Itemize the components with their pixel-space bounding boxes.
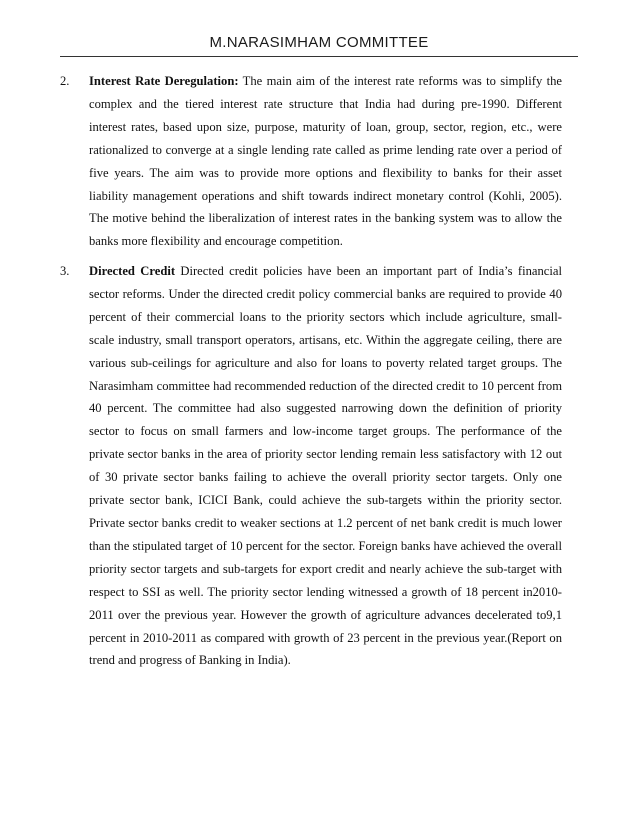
- section-paragraph: [89, 260, 562, 672]
- page-header-title: M.NARASIMHAM COMMITTEE: [209, 34, 429, 51]
- section-number: 2.: [60, 74, 70, 88]
- section-paragraph: [89, 70, 562, 253]
- header-divider: [60, 56, 578, 57]
- section-body-text: Directed credit policies have been an important part of India’s financial sector reforms. Under the directed credit policy commercial banks are required to provide 40 percent of their commercial loans to the priority sectors which include agriculture, small-scale industry, small transport operators, artisans, etc. Within the aggregate ceiling, there are various sub-ceilings for agriculture and also for loans to poverty related target groups. The Narasimham committee had recommended reduction of the directed credit to 10 percent from 40 percent. The committee had also suggested narrowing down the definition of priority sector to focus on small farmers and low-income target groups. The performance of the private sector banks in the area of priority sector lending remain less satisfactory with 12 out of 30 private sector banks failing to achieve the overall priority sector targets. Only one private sector bank, ICICI Bank, could achieve the sub-targets within the priority sector. Private sector banks credit to weaker sections at 1.2 percent of net bank credit is much lower than the stipulated target of 10 percent for the sector. Foreign banks have achieved the overall priority sector targets and sub-targets for export credit and nearly achieve the sub-target with respect to SSI as well. The priority sector lending witnessed a growth of 18 percent in2010-2011 over the previous year. However the growth of agriculture advances decelerated to9,1 percent in 2010-2011 as compared with growth of 23 percent in the previous year.(Report on trend and progress of Banking in India).: [89, 264, 562, 668]
- section-interest-rate-deregulation: [60, 70, 562, 253]
- section-heading: Directed Credit: [89, 264, 176, 278]
- section-number: 3.: [60, 264, 70, 278]
- section-body-text: The main aim of the interest rate reforms was to simplify the complex and the tiered interest rate structure that India had during pre-1990. Different interest rates, based upon size, purpose, maturity of loan, group, sector, region, etc., were rationalized to converge at a single lending rate called as prime lending rate over a period of five years. The aim was to provide more options and flexibility to banks for their asset liability management operations and shift towards indirect monetary control (Kohli, 2005). The motive behind the liberalization of interest rates in the banking system was to allow the banks more flexibility and encourage competition.: [89, 74, 562, 249]
- section-directed-credit: [60, 260, 562, 672]
- section-heading: Interest Rate Deregulation:: [89, 74, 239, 88]
